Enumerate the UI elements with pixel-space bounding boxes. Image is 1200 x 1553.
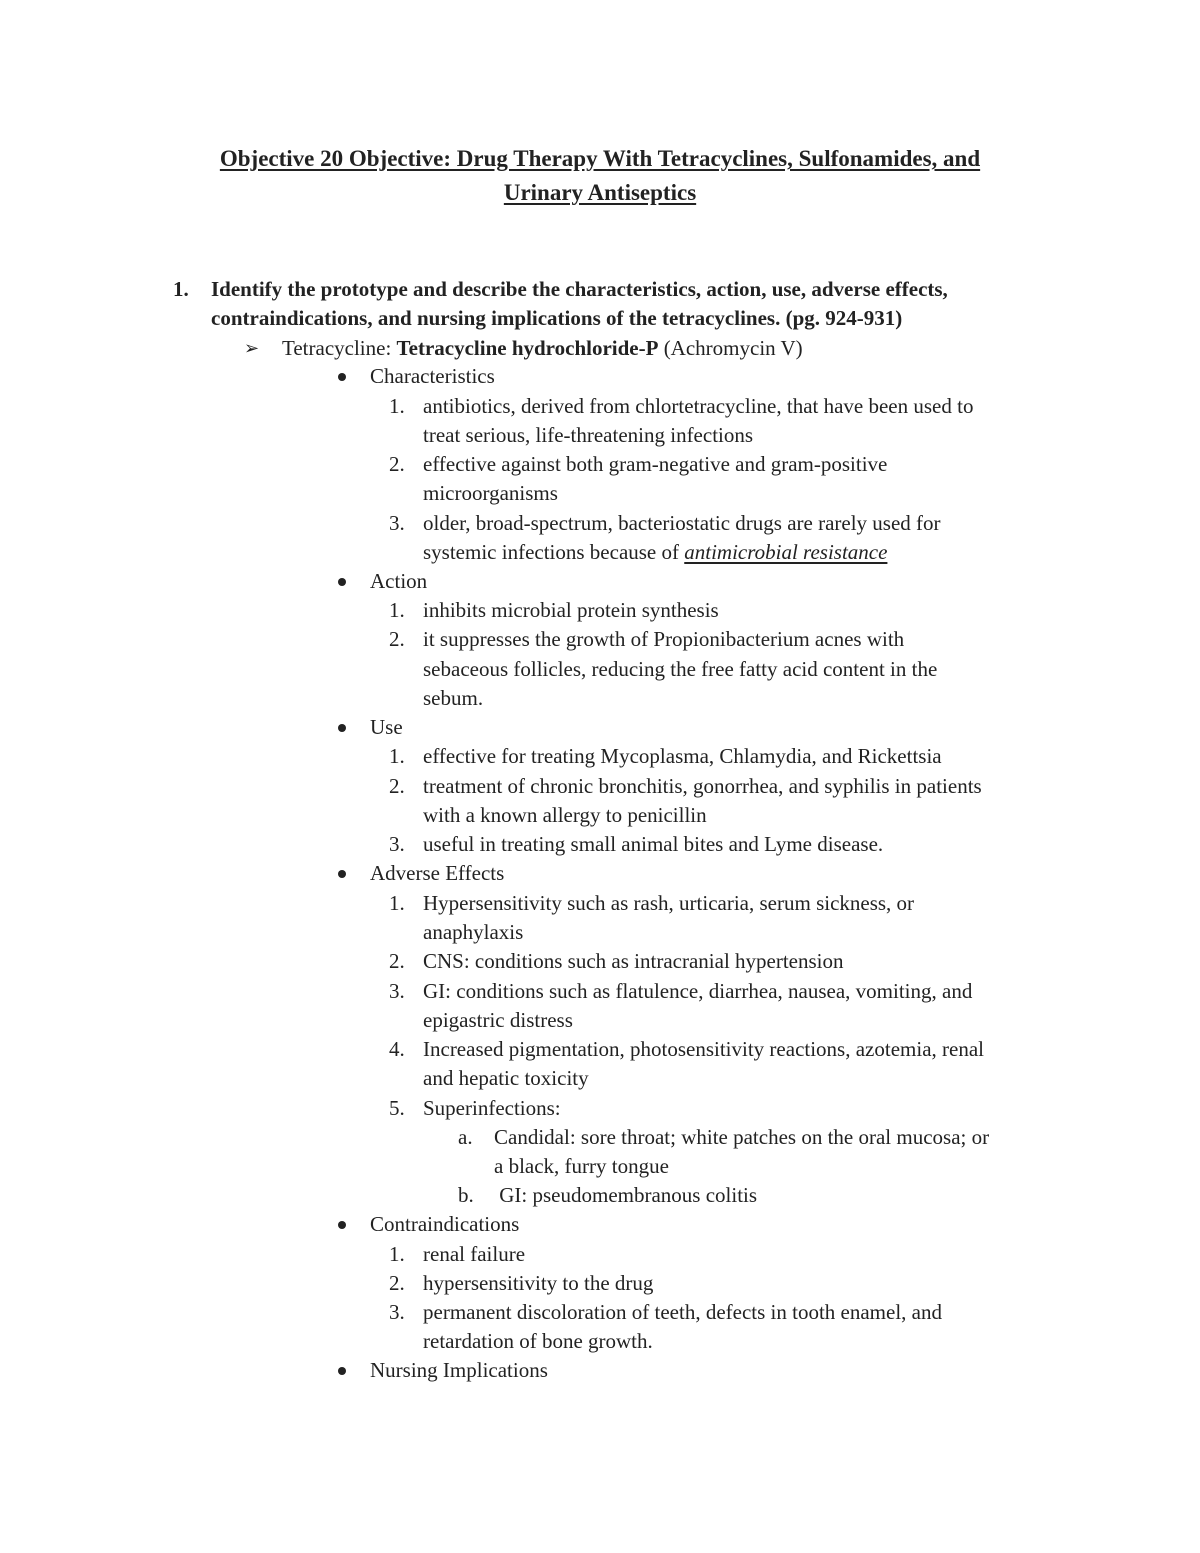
list-number: 4. xyxy=(389,1037,405,1061)
section-heading-use: Use xyxy=(370,715,403,739)
list-item: older, broad-spectrum, bacteriostatic drugs are rarely used for xyxy=(423,511,941,535)
sub-list-item: GI: pseudomembranous colitis xyxy=(494,1183,758,1207)
list-item-continued: with a known allergy to penicillin xyxy=(423,803,707,827)
list-item: effective against both gram-negative and gram-positive xyxy=(423,452,888,476)
prototype-line xyxy=(282,334,803,363)
prototype-brand: (Achromycin V) xyxy=(658,336,803,360)
emphasis-term: antimicrobial resistance xyxy=(684,540,888,564)
list-item-continued: retardation of bone growth. xyxy=(423,1329,653,1353)
list-item: effective for treating Mycoplasma, Chlamydia, and Rickettsia xyxy=(423,744,942,768)
list-item: antibiotics, derived from chlortetracycline, that have been used to xyxy=(423,394,974,418)
list-number: 1. xyxy=(389,1242,405,1266)
list-number: 5. xyxy=(389,1096,405,1120)
bullet-icon xyxy=(338,1367,346,1375)
list-item: permanent discoloration of teeth, defects in tooth enamel, and xyxy=(423,1300,942,1324)
list-number: 3. xyxy=(389,1300,405,1324)
arrow-bullet-icon: ➢ xyxy=(244,338,260,358)
list-item: Hypersensitivity such as rash, urticaria, serum sickness, or xyxy=(423,891,915,915)
section-heading-nursing-implications: Nursing Implications xyxy=(370,1358,548,1382)
list-number: 1. xyxy=(389,394,405,418)
list-number: 2. xyxy=(389,627,405,651)
list-item-continued: epigastric distress xyxy=(423,1008,573,1032)
list-item: renal failure xyxy=(423,1242,526,1266)
prototype-drug: Tetracycline hydrochloride-P xyxy=(396,336,659,360)
document-title-line1: Objective 20 Objective: Drug Therapy With Tetracyclines, Sulfonamides, and xyxy=(219,146,981,171)
question-text-line1: Identify the prototype and describe the characteristics, action, use, adverse effects, xyxy=(211,277,948,301)
list-number: 3. xyxy=(389,832,405,856)
list-item: CNS: conditions such as intracranial hypertension xyxy=(423,949,844,973)
section-heading-contraindications: Contraindications xyxy=(370,1212,520,1236)
list-number: 2. xyxy=(389,949,405,973)
list-item: GI: conditions such as flatulence, diarrhea, nausea, vomiting, and xyxy=(423,979,973,1003)
list-item-continued: and hepatic toxicity xyxy=(423,1066,589,1090)
prototype-label: Tetracycline: xyxy=(282,336,397,360)
list-item: it suppresses the growth of Propionibacterium acnes with xyxy=(423,627,905,651)
list-item: inhibits microbial protein synthesis xyxy=(423,598,719,622)
list-item-continued: microorganisms xyxy=(423,481,558,505)
question-text-line2: contraindications, and nursing implications of the tetracyclines. (pg. 924-931) xyxy=(211,306,903,330)
bullet-icon xyxy=(338,373,346,381)
list-item: treatment of chronic bronchitis, gonorrhea, and syphilis in patients xyxy=(423,774,982,798)
list-number: 2. xyxy=(389,452,405,476)
question-number: 1. xyxy=(173,277,189,301)
document-title-line2: Urinary Antiseptics xyxy=(503,180,697,205)
sub-list-item: Candidal: sore throat; white patches on the oral mucosa; or xyxy=(494,1125,990,1149)
list-item-continued: sebum. xyxy=(423,686,484,710)
list-number: 1. xyxy=(389,744,405,768)
list-number: 3. xyxy=(389,511,405,535)
list-number: 3. xyxy=(389,979,405,1003)
list-number: 2. xyxy=(389,1271,405,1295)
list-number: 2. xyxy=(389,774,405,798)
list-item-continued xyxy=(423,538,887,567)
list-item-text: systemic infections because of xyxy=(423,540,685,564)
section-heading-action: Action xyxy=(370,569,428,593)
bullet-icon xyxy=(338,870,346,878)
sub-list-item-continued: a black, furry tongue xyxy=(494,1154,669,1178)
list-item: Superinfections: xyxy=(423,1096,561,1120)
section-heading-characteristics: Characteristics xyxy=(370,364,495,388)
list-item-continued: treat serious, life-threatening infections xyxy=(423,423,754,447)
list-number: 1. xyxy=(389,598,405,622)
bullet-icon xyxy=(338,1221,346,1229)
bullet-icon xyxy=(338,724,346,732)
list-item-continued: sebaceous follicles, reducing the free fatty acid content in the xyxy=(423,657,938,681)
list-number: 1. xyxy=(389,891,405,915)
bullet-icon xyxy=(338,578,346,586)
section-heading-adverse-effects: Adverse Effects xyxy=(370,861,505,885)
list-item: hypersensitivity to the drug xyxy=(423,1271,654,1295)
sub-list-letter: a. xyxy=(458,1125,473,1149)
list-item-continued: anaphylaxis xyxy=(423,920,524,944)
list-item: useful in treating small animal bites and Lyme disease. xyxy=(423,832,884,856)
sub-list-letter: b. xyxy=(458,1183,474,1207)
list-item: Increased pigmentation, photosensitivity reactions, azotemia, renal xyxy=(423,1037,984,1061)
